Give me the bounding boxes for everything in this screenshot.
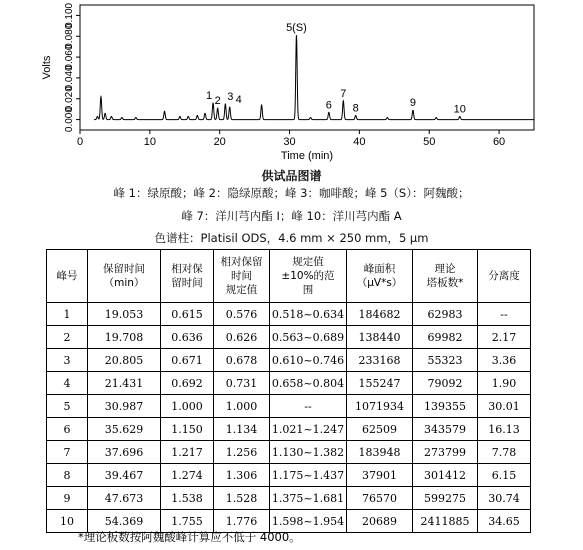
table-cell: 35.629 bbox=[88, 418, 161, 441]
table-cell: 19.708 bbox=[88, 326, 161, 349]
table-cell: 3 bbox=[47, 349, 88, 372]
x-tick-label: 0 bbox=[76, 136, 84, 148]
header-peak-area: 峰面积 （μV*s） bbox=[347, 250, 413, 303]
peak-label: 9 bbox=[409, 97, 417, 110]
table-cell: 8 bbox=[47, 464, 88, 487]
table-cell: 2.17 bbox=[478, 326, 531, 349]
table-cell: 9 bbox=[47, 487, 88, 510]
table-cell: 273799 bbox=[413, 441, 478, 464]
table-cell: 0.671 bbox=[161, 349, 214, 372]
header-plate-count: 理论 塔板数* bbox=[413, 250, 478, 303]
y-tick-label: 0.100 bbox=[64, 2, 75, 28]
table-cell: 138440 bbox=[347, 326, 413, 349]
table-cell: 1.134 bbox=[214, 418, 270, 441]
y-tick-label: 0.080 bbox=[64, 23, 75, 49]
table-cell: 20689 bbox=[347, 510, 413, 533]
table-cell: 1.150 bbox=[161, 418, 214, 441]
y-tick-label: 0.040 bbox=[64, 65, 75, 91]
table-cell: 1.130~1.382 bbox=[270, 441, 347, 464]
table-cell: 1.598~1.954 bbox=[270, 510, 347, 533]
table-cell: 599275 bbox=[413, 487, 478, 510]
peak-label: 2 bbox=[214, 95, 221, 108]
table-cell: 30.01 bbox=[478, 395, 531, 418]
table-cell: 1.776 bbox=[214, 510, 270, 533]
chromatogram-chart bbox=[0, 0, 583, 168]
header-resolution: 分离度 bbox=[478, 250, 531, 303]
table-cell: 1.90 bbox=[478, 372, 531, 395]
table-cell: 0.576 bbox=[214, 303, 270, 326]
table-cell: -- bbox=[270, 395, 347, 418]
table-cell: 0.658~0.804 bbox=[270, 372, 347, 395]
header-spec-range: 规定值 ±10%的范 围 bbox=[270, 250, 347, 303]
table-cell: 4 bbox=[47, 372, 88, 395]
table-row bbox=[47, 418, 531, 441]
column-info: 色谱柱：Platisil ODS，4.6 mm × 250 mm，5 μm bbox=[154, 231, 429, 245]
table-cell: 1.021~1.247 bbox=[270, 418, 347, 441]
table-cell: 69982 bbox=[413, 326, 478, 349]
table-cell: 0.563~0.689 bbox=[270, 326, 347, 349]
y-axis-label: Volts bbox=[41, 55, 53, 80]
footnote: *理论板数按阿魏酸峰计算应不低于 4000。 bbox=[78, 530, 301, 544]
table-row bbox=[47, 441, 531, 464]
peak-label: 5(S) bbox=[286, 22, 307, 35]
table-cell: 16.13 bbox=[478, 418, 531, 441]
x-tick-label: 20 bbox=[213, 136, 226, 148]
table-row bbox=[47, 487, 531, 510]
table-cell: 0.636 bbox=[161, 326, 214, 349]
table-cell: 1071934 bbox=[347, 395, 413, 418]
peak-legend-line-2: 峰 7：洋川芎内酯 I；峰 10：洋川芎内酯 A bbox=[181, 209, 402, 223]
y-tick-label: 0.000 bbox=[64, 107, 75, 133]
peak-legend-line-1: 峰 1：绿原酸；峰 2：隐绿原酸；峰 3：咖啡酸；峰 5（S）：阿魏酸； bbox=[113, 186, 470, 200]
peak-label: 3 bbox=[227, 90, 234, 103]
y-tick-label: 0.020 bbox=[64, 86, 75, 112]
table-cell: 0.610~0.746 bbox=[270, 349, 347, 372]
table-cell: 10 bbox=[47, 510, 88, 533]
table-cell: 62509 bbox=[347, 418, 413, 441]
x-axis-label: Time (min) bbox=[280, 150, 334, 162]
table-cell: 1.175~1.437 bbox=[270, 464, 347, 487]
table-cell: 184682 bbox=[347, 303, 413, 326]
figure-title: 供试品图谱 bbox=[261, 169, 322, 183]
table-cell: 6 bbox=[47, 418, 88, 441]
table-cell: 1.000 bbox=[214, 395, 270, 418]
table-row bbox=[47, 372, 531, 395]
table-cell: 1.538 bbox=[161, 487, 214, 510]
x-tick-label: 40 bbox=[353, 136, 366, 148]
table-cell: 0.692 bbox=[161, 372, 214, 395]
table-cell: 55323 bbox=[413, 349, 478, 372]
table-cell: 0.626 bbox=[214, 326, 270, 349]
table-cell: 1.755 bbox=[161, 510, 214, 533]
table-cell: 20.805 bbox=[88, 349, 161, 372]
table-header-row bbox=[47, 250, 531, 303]
table-cell: 7 bbox=[47, 441, 88, 464]
table-row bbox=[47, 326, 531, 349]
table-cell: 39.467 bbox=[88, 464, 161, 487]
table-cell: 183948 bbox=[347, 441, 413, 464]
results-table bbox=[46, 249, 531, 533]
peak-label: 7 bbox=[340, 87, 347, 100]
table-cell: 37.696 bbox=[88, 441, 161, 464]
header-retention-time: 保留时间 （min） bbox=[88, 250, 161, 303]
table-cell: 7.78 bbox=[478, 441, 531, 464]
table-cell: 37901 bbox=[347, 464, 413, 487]
table-cell: 343579 bbox=[413, 418, 478, 441]
x-tick-label: 30 bbox=[283, 136, 296, 148]
peak-label: 6 bbox=[325, 99, 332, 112]
table-cell: 233168 bbox=[347, 349, 413, 372]
table-cell: 1.256 bbox=[214, 441, 270, 464]
x-tick-label: 10 bbox=[143, 136, 156, 148]
table-cell: 79092 bbox=[413, 372, 478, 395]
table-cell: 1.528 bbox=[214, 487, 270, 510]
table-cell: 1.274 bbox=[161, 464, 214, 487]
table-row bbox=[47, 395, 531, 418]
table-cell: 30.987 bbox=[88, 395, 161, 418]
table-cell: 34.65 bbox=[478, 510, 531, 533]
plot-frame bbox=[80, 5, 534, 130]
table-cell: 2 bbox=[47, 326, 88, 349]
table-cell: 139355 bbox=[413, 395, 478, 418]
table-cell: 1.000 bbox=[161, 395, 214, 418]
table-cell: 21.431 bbox=[88, 372, 161, 395]
table-cell: 0.731 bbox=[214, 372, 270, 395]
table-cell: 0.678 bbox=[214, 349, 270, 372]
table-body bbox=[47, 303, 531, 533]
x-tick-label: 60 bbox=[492, 136, 506, 148]
chromatogram-trace bbox=[94, 36, 534, 120]
table-cell: 5 bbox=[47, 395, 88, 418]
header-rrt-spec: 相对保留 时间 规定值 bbox=[214, 250, 270, 303]
table-cell: 1 bbox=[47, 303, 88, 326]
table-cell: 1.375~1.681 bbox=[270, 487, 347, 510]
x-tick-label: 50 bbox=[423, 136, 436, 148]
table-row bbox=[47, 303, 531, 326]
y-tick-label: 0.060 bbox=[64, 44, 75, 70]
table-row bbox=[47, 464, 531, 487]
table-cell: 30.74 bbox=[478, 487, 531, 510]
peak-label: 10 bbox=[453, 103, 466, 116]
table-cell: 62983 bbox=[413, 303, 478, 326]
table-cell: 3.36 bbox=[478, 349, 531, 372]
table-row bbox=[47, 349, 531, 372]
table-cell: 19.053 bbox=[88, 303, 161, 326]
table-cell: -- bbox=[478, 303, 531, 326]
table-cell: 0.518~0.634 bbox=[270, 303, 347, 326]
table-cell: 301412 bbox=[413, 464, 478, 487]
table-cell: 0.615 bbox=[161, 303, 214, 326]
peak-label: 4 bbox=[235, 94, 242, 107]
table-cell: 2411885 bbox=[413, 510, 478, 533]
table-cell: 6.15 bbox=[478, 464, 531, 487]
table-cell: 76570 bbox=[347, 487, 413, 510]
header-peak-no: 峰号 bbox=[47, 250, 88, 303]
header-relative-retention: 相对保 留时间 bbox=[161, 250, 214, 303]
table-cell: 54.369 bbox=[88, 510, 161, 533]
table-cell: 1.217 bbox=[161, 441, 214, 464]
peak-labels bbox=[206, 22, 466, 115]
table-cell: 1.306 bbox=[214, 464, 270, 487]
peak-label: 1 bbox=[205, 89, 213, 102]
table-cell: 47.673 bbox=[88, 487, 161, 510]
table-cell: 155247 bbox=[347, 372, 413, 395]
peak-label: 8 bbox=[352, 102, 359, 115]
